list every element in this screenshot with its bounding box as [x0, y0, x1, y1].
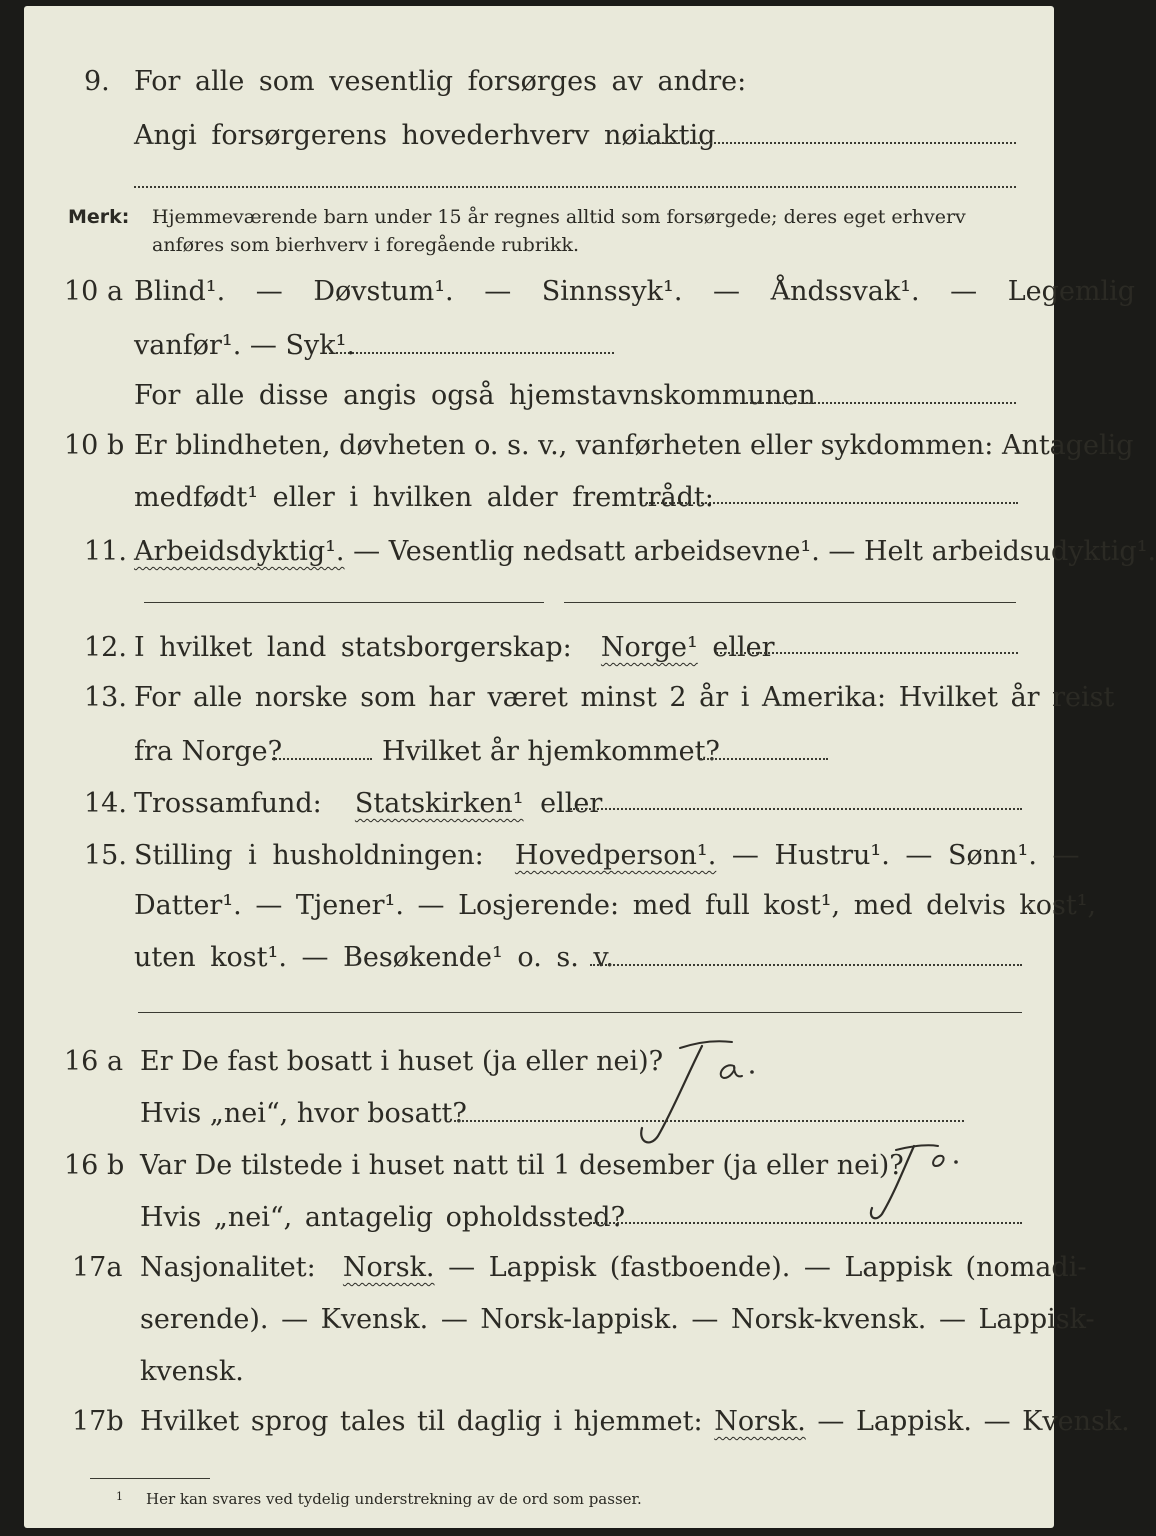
q10a-line1: Blind¹. — Døvstum¹. — Sinnssyk¹. — Åndssvak¹. — Legemlig [134, 276, 1136, 307]
q11-option-arbeidsdyktig[interactable]: Arbeidsdyktig¹. [134, 536, 345, 567]
q14-pre: Trossamfund: [134, 788, 322, 819]
footnote-text: Her kan svares ved tydelig understrekning av de ord som passer. [146, 1490, 642, 1508]
q15-option-hovedperson[interactable]: Hovedperson¹. [514, 840, 717, 871]
q15-rest: — Hustru¹. — Sønn¹. — [731, 840, 1080, 871]
q11-divider-left [144, 602, 544, 603]
q13-hjemkommet-field[interactable] [700, 758, 828, 760]
q12-option-norge[interactable]: Norge¹ [600, 632, 698, 663]
q11-number: 11. [84, 536, 127, 567]
merk-line1: Hjemmeværende barn under 15 år regnes alltid som forsørgede; deres eget erhverv [152, 206, 966, 228]
q17b-option-norsk[interactable]: Norsk. [714, 1406, 806, 1437]
q15-number: 15. [84, 840, 127, 871]
q12-number: 12. [84, 632, 127, 663]
q10b-line2: medfødt¹ eller i hvilken alder fremtrådt: [134, 482, 714, 513]
q15-line3: uten kost¹. — Besøkende¹ o. s. v. [134, 942, 615, 973]
q17a-line2: serende). — Kvensk. — Norsk-lappisk. — Norsk-kvensk. — Lappisk- [140, 1304, 1095, 1335]
q15-divider [138, 1012, 1022, 1013]
q17a-line1 [140, 1252, 1086, 1284]
q10b-line1: Er blindheten, døvheten o. s. v., vanførheten eller sykdommen: Antagelig [134, 430, 1134, 461]
q15-pre: Stilling i husholdningen: [134, 840, 484, 871]
q10a-line3: For alle disse angis også hjemstavnskommunen [134, 380, 816, 411]
q10a-answer-field[interactable] [336, 352, 614, 354]
merk-line2: anføres som bierhverv i foregående rubrikk. [152, 234, 580, 256]
q17b-pre: Hvilket sprog tales til daglig i hjemmet: [140, 1406, 703, 1437]
q14-answer-field[interactable] [570, 808, 1022, 810]
q10a-hjemstavn-field[interactable] [746, 402, 1016, 404]
q9-line1: For alle som vesentlig forsørges av andre: [134, 66, 747, 97]
q12-post: eller [712, 632, 775, 663]
q17b-rest: — Lappisk. — Kvensk. [817, 1406, 1130, 1437]
q11-line [134, 536, 1156, 568]
merk-label: Merk: [68, 206, 130, 228]
q17a-line3: kvensk. [140, 1356, 244, 1387]
q14-number: 14. [84, 788, 127, 819]
q14-line [134, 788, 602, 820]
q17a-rest: — Lappisk (fastboende). — Lappisk (nomadi- [448, 1252, 1087, 1283]
q15-answer-field[interactable] [590, 964, 1022, 966]
q13-line1: For alle norske som har været minst 2 år i Amerika: Hvilket år reist [134, 682, 1115, 713]
q11-divider-right [564, 602, 1016, 603]
q11-rest: — Vesentlig nedsatt arbeidsevne¹. — Helt arbeidsudyktig¹. [353, 536, 1156, 567]
q14-option-statskirken[interactable]: Statskirken¹ [354, 788, 524, 819]
q17a-pre: Nasjonalitet: [140, 1252, 316, 1283]
q10a-line2: vanfør¹. — Syk¹. [134, 330, 355, 361]
q15-line2: Datter¹. — Tjener¹. — Losjerende: med full kost¹, med delvis kost¹, [134, 890, 1097, 921]
q12-answer-field[interactable] [716, 652, 1018, 654]
q12-pre: I hvilket land statsborgerskap: [134, 632, 572, 663]
footnote-mark: 1 [116, 1490, 123, 1503]
q16a-handwritten-answer [624, 1032, 764, 1152]
q17b-line [140, 1406, 1130, 1438]
q9-number: 9. [84, 66, 110, 97]
q13-line2b: Hvilket år hjemkommet? [382, 736, 720, 767]
q16a-line1: Er De fast bosatt i huset (ja eller nei)? [140, 1046, 664, 1077]
footnote-divider [90, 1478, 210, 1479]
q16b-handwritten-answer [860, 1138, 970, 1228]
q16b-number: 16 b [64, 1150, 125, 1181]
q16b-line2: Hvis „nei“, antagelig opholdssted? [140, 1202, 626, 1233]
q9-answer-field[interactable] [646, 142, 1016, 144]
census-form-page [24, 6, 1156, 1528]
q10b-number: 10 b [64, 430, 125, 461]
q16a-number: 16 a [64, 1046, 124, 1077]
q16a-line2: Hvis „nei“, hvor bosatt? [140, 1098, 467, 1129]
q13-reist-field[interactable] [272, 758, 372, 760]
q17b-number: 17b [72, 1406, 124, 1437]
q17a-number: 17a [72, 1252, 123, 1283]
q9-extra-answer-line[interactable] [134, 186, 1016, 188]
q14-post: eller [540, 788, 603, 819]
q13-number: 13. [84, 682, 127, 713]
q10b-answer-field[interactable] [646, 502, 1018, 504]
q10a-number: 10 a [64, 276, 124, 307]
q9-line2: Angi forsørgerens hovederhverv nøiaktig [134, 120, 716, 151]
q15-line1 [134, 840, 1080, 872]
q13-line2a: fra Norge? [134, 736, 283, 767]
q12-line [134, 632, 775, 664]
q16b-line1: Var De tilstede i huset natt til 1 desember (ja eller nei)? [140, 1150, 904, 1181]
q17a-option-norsk[interactable]: Norsk. [342, 1252, 435, 1283]
